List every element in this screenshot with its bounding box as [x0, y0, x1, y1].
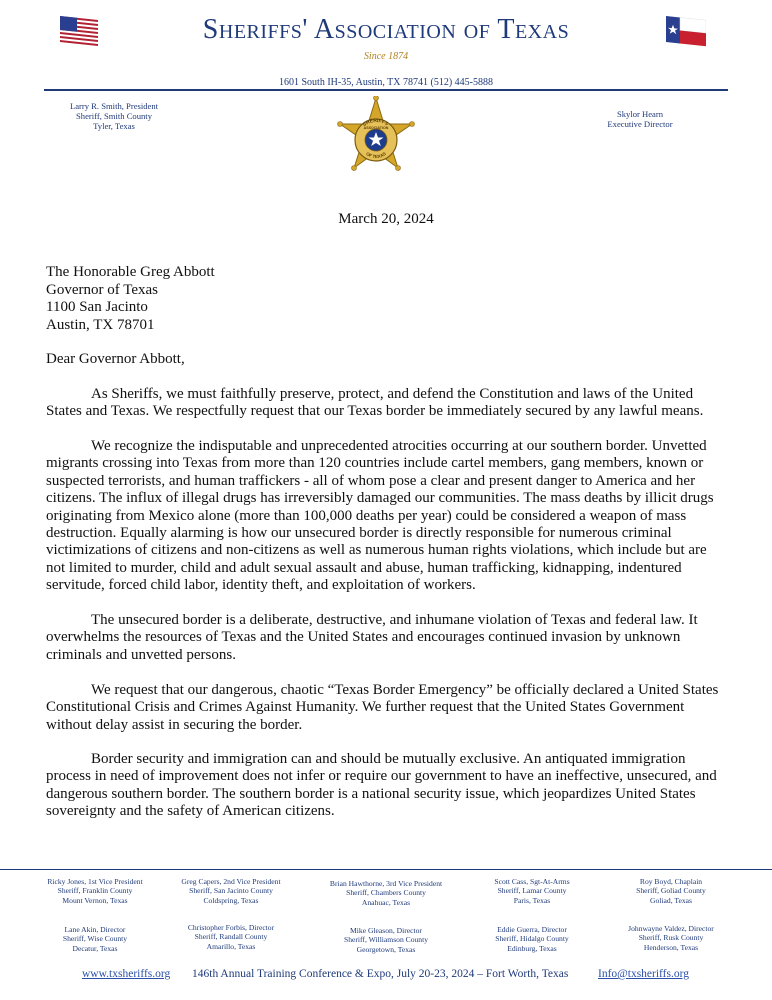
president-city: Tyler, Texas: [93, 121, 135, 131]
director-card: [321, 879, 451, 907]
email-link[interactable]: Info@txsheriffs.org: [598, 968, 689, 980]
director-name: Ricky Jones, 1st Vice President: [47, 877, 143, 886]
salutation: Dear Governor Abbott,: [46, 351, 185, 367]
paragraph-3: The unsecured border is a deliberate, destructive, and inhumane violation of Texas and federal law. It overwhelms the resources of Texas and the United States and encourages continued invasion by unknown criminals and unvetted persons.: [46, 612, 698, 663]
director-card: [606, 877, 736, 905]
header-divider: [44, 89, 728, 91]
director-title: Sheriff, Franklin County: [57, 886, 133, 896]
organization-title: Sheriffs' Association of Texas: [202, 14, 570, 45]
director-title: Sheriff, Rusk County: [638, 933, 704, 943]
paragraph-4: We request that our dangerous, chaotic “Texas Border Emergency” be officially declared a United States Constitutional Crisis and Crimes Against Humanity. We further request that the United States Government without delay assist in securing the border.: [46, 682, 719, 733]
seal-bottom-text: OF TEXAS: [365, 151, 387, 160]
founded-tagline: Since 1874: [363, 51, 409, 62]
executive-director-title: Executive Director: [607, 119, 673, 129]
director-name: Scott Cass, Sgt-At-Arms: [494, 877, 570, 886]
director-city: Georgetown, Texas: [356, 944, 416, 954]
paragraph-1: As Sheriffs, we must faithfully preserve, protect, and defend the Constitution and laws of the United States and Texas. We respectfully request that our Texas border be immediately secured by any lawful means.: [46, 386, 704, 420]
director-card: [166, 923, 296, 951]
seal-middle-text: ASSOCIATION: [363, 126, 389, 130]
director-city: Coldspring, Texas: [203, 895, 259, 905]
recipient-address: [46, 264, 215, 334]
director-city: Edinburg, Texas: [507, 943, 557, 953]
director-city: Decatur, Texas: [72, 943, 118, 953]
director-name: Brian Hawthorne, 3rd Vice President: [329, 879, 443, 888]
director-city: Mount Vernon, Texas: [62, 895, 128, 905]
director-title: Sheriff, Lamar County: [497, 886, 567, 896]
organization-address: 1601 South IH-35, Austin, TX 78741 (512) 445-5888: [279, 77, 493, 88]
director-city: Henderson, Texas: [643, 942, 699, 952]
website-link[interactable]: www.txsheriffs.org: [82, 968, 171, 980]
director-title: Sheriff, San Jacinto County: [189, 886, 273, 896]
director-title: Sheriff, Wise County: [62, 934, 128, 944]
executive-director-info: [560, 109, 720, 129]
recipient-title: Governor of Texas: [46, 281, 158, 298]
director-name: Greg Capers, 2nd Vice President: [181, 877, 281, 886]
director-city: Anahuac, Texas: [361, 897, 411, 907]
president-title: Sheriff, Smith County: [76, 111, 152, 121]
sheriff-star-badge: [336, 96, 416, 182]
director-card: [30, 925, 160, 953]
director-card: [321, 926, 451, 954]
director-title: Sheriff, Randall County: [194, 932, 268, 942]
president-name: Larry R. Smith, President: [69, 101, 159, 111]
director-card: [606, 924, 736, 952]
director-card: [166, 877, 296, 905]
seal-top-text: SHERIFFS': [361, 117, 391, 129]
director-title: Sheriff, Chambers County: [346, 888, 426, 898]
footer-divider: [0, 869, 772, 870]
director-name: Mike Gleason, Director: [350, 926, 422, 935]
director-title: Sheriff, Williamson County: [344, 935, 428, 945]
director-name: Christopher Forbis, Director: [187, 923, 275, 932]
director-name: Johnwayne Valdez, Director: [628, 924, 714, 933]
recipient-name: The Honorable Greg Abbott: [46, 264, 215, 280]
director-name: Roy Boyd, Chaplain: [639, 877, 703, 886]
director-card: [30, 877, 160, 905]
president-info: [34, 101, 194, 131]
paragraph-5: Border security and immigration can and should be mutually exclusive. An antiquated immigration process in need of improvement does not infer or require our government to have an ineffective, unsecured, and dangerous southern border. The southern border is a national security issue, which jeopardizes United States sovereignty and the safety of American citizens.: [46, 751, 717, 820]
director-name: Lane Akin, Director: [64, 925, 126, 934]
director-title: Sheriff, Hidalgo County: [495, 934, 569, 944]
recipient-city: Austin, TX 78701: [46, 316, 155, 333]
director-card: [467, 925, 597, 953]
director-card: [467, 877, 597, 905]
director-city: Paris, Texas: [513, 895, 551, 905]
recipient-street: 1100 San Jacinto: [46, 299, 148, 315]
director-name: Eddie Guerra, Director: [497, 925, 567, 934]
paragraph-2: We recognize the indisputable and unprecedented atrocities occurring at our southern border. Unvetted migrants crossing into Texas from more than 120 countries include cartel members, gang members, known or suspected terrorists, and human traffickers - all of whom pose a clear and present danger to America and her citizens. The influx of illegal drugs has irreversibly damaged our communities. The mass deaths by illicit drugs originating from Mexico alone (more than 100,000 deaths per year) could be considered a weapon of mass destruction. Equally alarming is how our unsecured border is directly responsible for numerous criminal victimizations of citizens and non-citizens as well as numerous human rights violations, which include but are not limited to murder, child and adult sexual assault and abuse, human trafficking, kidnapping, indentured servitude, forced child labor, identity theft, and exploitation of workers.: [46, 438, 714, 594]
director-city: Goliad, Texas: [650, 895, 692, 905]
letter-date: March 20, 2024: [338, 211, 434, 227]
director-title: Sheriff, Goliad County: [636, 886, 706, 896]
conference-info: 146th Annual Training Conference & Expo, July 20-23, 2024 – Fort Worth, Texas: [192, 968, 569, 980]
executive-director-name: Skylor Hearn: [616, 109, 664, 119]
director-city: Amarillo, Texas: [206, 941, 256, 951]
